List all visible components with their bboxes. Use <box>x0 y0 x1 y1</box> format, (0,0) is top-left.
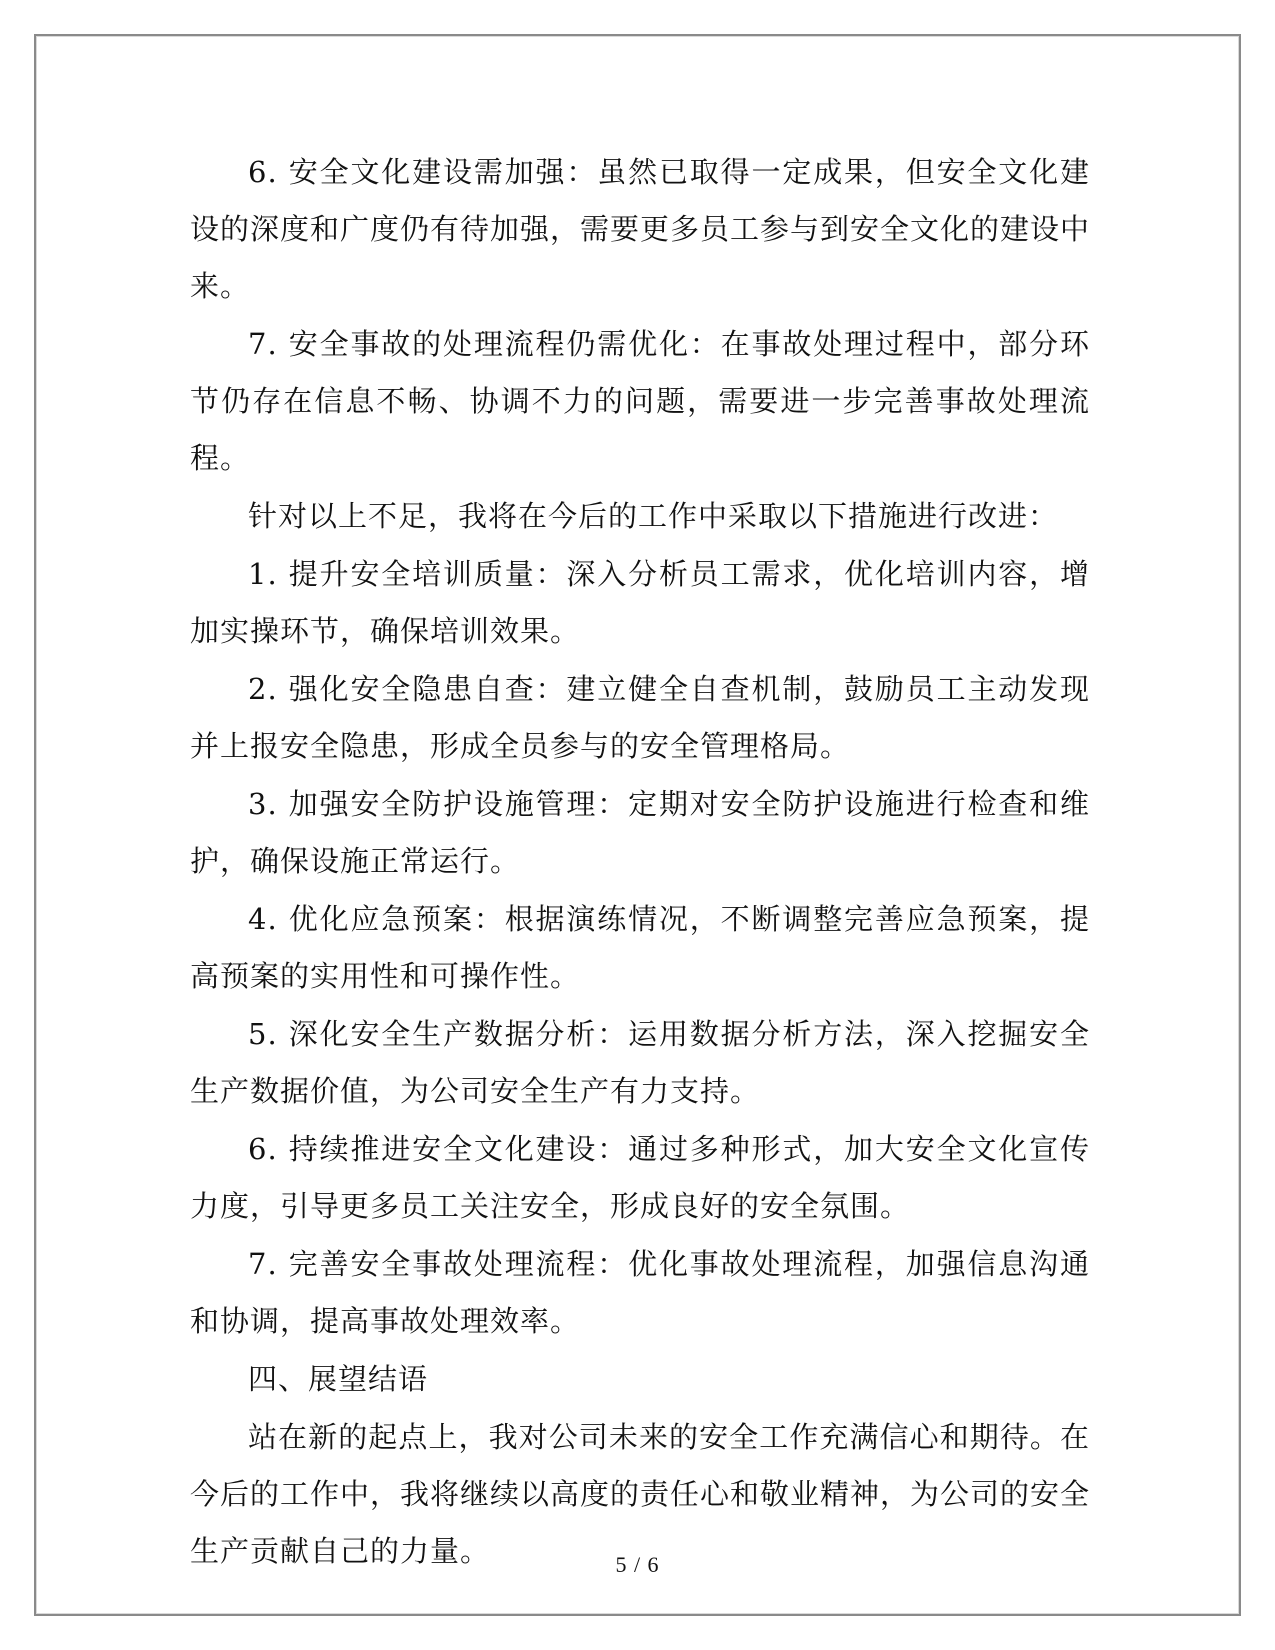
section-heading-outlook: 四、展望结语 <box>248 1362 429 1396</box>
paragraph-measure-self-inspection: 2. 强化安全隐患自查：建立健全自查机制，鼓励员工主动发现并上报安全隐患，形成全员参与的安全管理格局。 <box>190 672 1090 763</box>
paragraph-culture-weakness: 6. 安全文化建设需加强：虽然已取得一定成果，但安全文化建设的深度和广度仍有待加强，需要更多员工参与到安全文化的建设中来。 <box>190 155 1091 303</box>
paragraph-measure-protection-facilities: 3. 加强安全防护设施管理：定期对安全防护设施进行检查和维护，确保设施正常运行。 <box>190 787 1090 878</box>
paragraph-improvement-intro: 针对以上不足，我将在今后的工作中采取以下措施进行改进： <box>248 499 1059 533</box>
paragraph-measure-training: 1. 提升安全培训质量：深入分析员工需求，优化培训内容，增加实操环节，确保培训效果。 <box>190 557 1090 648</box>
paragraph-measure-safety-culture: 6. 持续推进安全文化建设：通过多种形式，加大安全文化宣传力度，引导更多员工关注安全，形成良好的安全氛围。 <box>190 1132 1090 1223</box>
paragraph-measure-data-analysis: 5. 深化安全生产数据分析：运用数据分析方法，深入挖掘安全生产数据价值，为公司安全生产有力支持。 <box>190 1017 1090 1108</box>
document-body <box>190 144 1090 1581</box>
page-number: 5 / 6 <box>615 1552 660 1577</box>
paragraph-conclusion: 站在新的起点上，我对公司未来的安全工作充满信心和期待。在今后的工作中，我将继续以高度的责任心和敬业精神，为公司的安全生产贡献自己的力量。 <box>190 1420 1091 1568</box>
paragraph-measure-emergency-plan: 4. 优化应急预案：根据演练情况，不断调整完善应急预案，提高预案的实用性和可操作性。 <box>190 902 1090 993</box>
paragraph-measure-accident-process: 7. 完善安全事故处理流程：优化事故处理流程，加强信息沟通和协调，提高事故处理效率。 <box>190 1247 1090 1338</box>
paragraph-accident-process-weakness: 7. 安全事故的处理流程仍需优化：在事故处理过程中，部分环节仍存在信息不畅、协调不力的问题，需要进一步完善事故处理流程。 <box>190 327 1090 475</box>
